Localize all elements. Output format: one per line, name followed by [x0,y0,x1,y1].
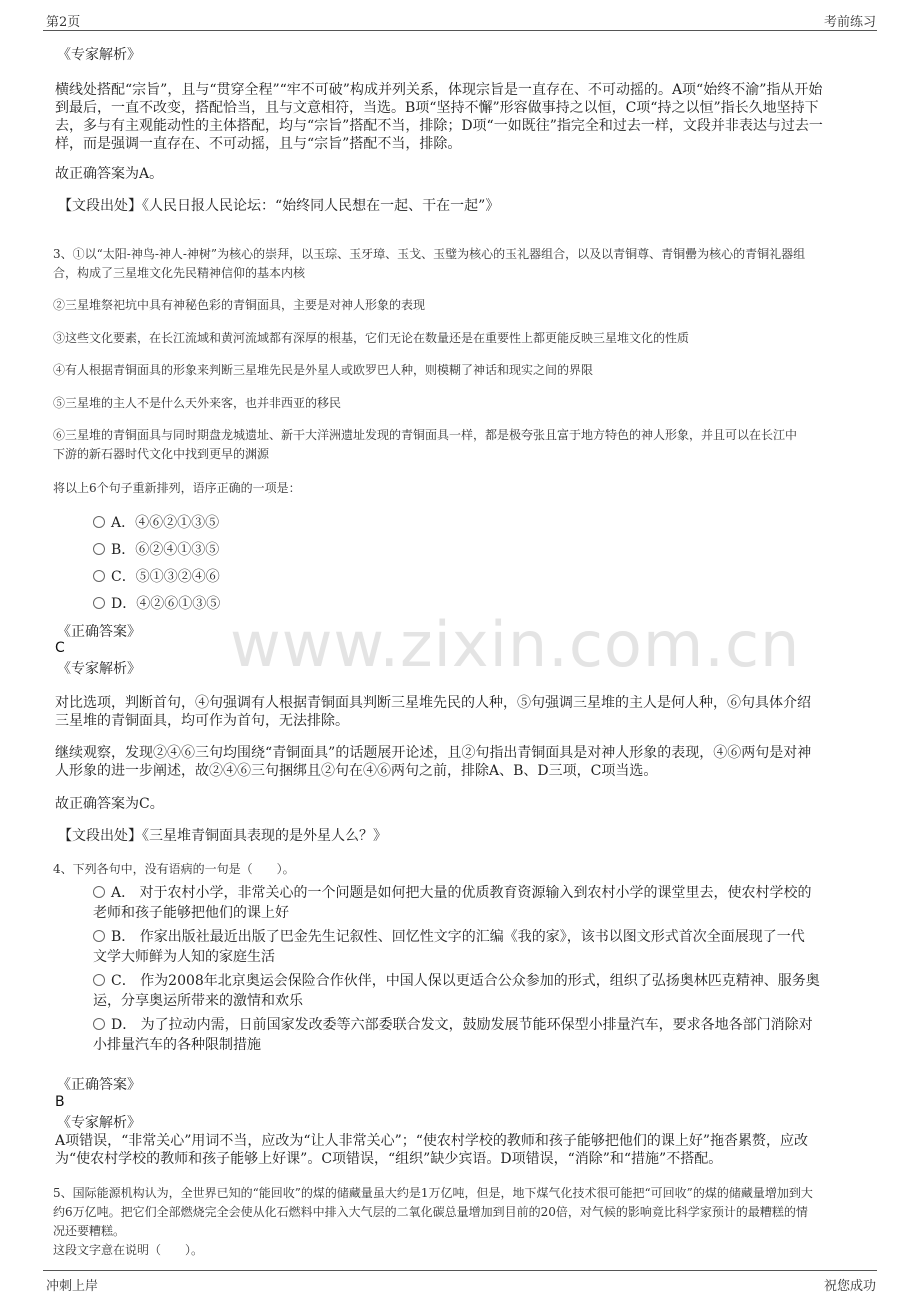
q4-analysis-label: 《专家解析》 [57,1115,141,1131]
q2-analysis-label: 《专家解析》 [57,47,141,63]
text-line: 况还要糟糕。 [53,1224,126,1238]
q4-answer-label: 《正确答案》 [57,1077,141,1093]
q4-option-b[interactable]: B． 作家出版社最近出版了巴金先生记叙性、回忆性文字的汇编《我的家》，该书以图文形式首次全面展现了一代 文学大师鲜为人知的家庭生活 [93,927,873,967]
q2-analysis-text [55,81,875,153]
text-line: 约6万亿吨。把它们全部燃烧完全会使从化石燃料中排入大气层的二氧化碳总量增加到目前的20倍，对气候的影响竟比科学家预计的最糟糕的情 [53,1205,808,1219]
q3-sentence-6 [53,426,883,464]
q3-sentence-5: ⑤三星堆的主人不是什么天外来客，也并非西亚的移民 [53,396,342,410]
q3-option-c[interactable]: C．⑤①③②④⑥ [93,566,220,586]
q3-answer: C [55,640,65,656]
text-line: 为“使农村学校的教师和孩子能够上好课”。C项错误，“组织”缺少宾语。D项错误，“消除”和“措施”不搭配。 [55,1151,723,1167]
radio-icon[interactable] [93,1018,105,1030]
header-title: 考前练习 [823,15,876,30]
footer-left: 冲刺上岸 [46,1279,99,1294]
watermark: www.zixin.com.cn [230,608,801,681]
text-line: 小排量汽车的各种限制措施 [93,1037,261,1053]
text-line: 5、国际能源机构认为，全世界已知的“能回收”的煤的储藏量虽大约是1万亿吨，但是，地下煤气化技术很可能把“可回收”的煤的储藏量增加到大 [53,1186,813,1200]
q3-option-a[interactable]: A．④⑥②①③⑤ [93,512,219,532]
text-line: 文学大师鲜为人知的家庭生活 [93,949,275,965]
text-line: ⑥三星堆的青铜面具与同时期盘龙城遗址、新干大洋洲遗址发现的青铜面具一样，都是极夸张且富于地方特色的神人形象，并且可以在长江中 [53,428,798,442]
text-line: 三星堆的青铜面具，均可作为首句，无法排除。 [55,713,349,729]
text-line: 去，多与有主观能动性的主体搭配，均与“宗旨”搭配不当，排除；D项“一如既往”指完全和过去一样，文段并非表达与过去一 [55,118,823,134]
q3-sentence-4: ④有人根据青铜面具的形象来判断三星堆先民是外星人或欧罗巴人种，则模糊了神话和现实之间的界限 [53,363,594,377]
q5-stem [53,1184,883,1241]
text-line: 3、①以“太阳-神鸟-神人-神树”为核心的崇拜，以玉琮、玉牙璋、玉戈、玉璧为核心的玉礼器组合，以及以青铜尊、青铜罍为核心的青铜礼器组 [53,247,806,261]
q3-analysis-label: 《专家解析》 [57,661,141,677]
text-line: 人形象的进一步阐述，故②④⑥三句捆绑且②句在④⑥两句之前，排除A、B、D三项，C项当选。 [55,763,658,779]
q3-answer-label: 《正确答案》 [57,624,141,640]
q3-sentence-2: ②三星堆祭祀坑中具有神秘色彩的青铜面具，主要是对神人形象的表现 [53,298,426,312]
q2-conclusion: 故正确答案为A。 [55,166,164,182]
q4-stem: 4、下列各句中，没有语病的一句是（ ）。 [53,862,295,876]
text-line: A项错误，“非常关心”用词不当，应改为“让人非常关心”；“使农村学校的教师和孩子能够把他们的课上好”拖沓累赘，应改 [55,1133,809,1149]
text-line: 横线处搭配“宗旨”，且与“贯穿全程”“牢不可破”构成并列关系，体现宗旨是一直存在、不可动摇的。A项“始终不渝”指从开始 [55,82,823,98]
page-number: 第2页 [46,15,81,30]
text-line: 合，构成了三星堆文化先民精神信仰的基本内核 [53,266,306,280]
q5-prompt: 这段文字意在说明（ ）。 [53,1243,204,1257]
q4-option-a[interactable]: A． 对于农村小学，非常关心的一个问题是如何把大量的优质教育资源输入到农村小学的课堂里去，使农村学校的 老师和孩子能够把他们的课上好 [93,883,873,923]
q4-option-c[interactable]: C． 作为2008年北京奥运会保险合作伙伴，中国人保以更适合公众参加的形式，组织了弘扬奥林匹克精神、服务奥 运，分享奥运所带来的激情和欢乐 [93,971,873,1011]
radio-icon[interactable] [93,516,105,528]
q3-stem [53,245,883,283]
text-line: 对比选项，判断首句，④句强调有人根据青铜面具判断三星堆先民的人种，⑤句强调三星堆的主人是何人种，⑥句具体介绍 [55,695,811,711]
page-header [0,0,920,32]
text-line: 到最后，一直不改变，搭配恰当，且与文意相符，当选。B项“坚持不懈”形容做事持之以恒，C项“持之以恒”指长久地坚持下 [55,100,819,116]
text-line: 老师和孩子能够把他们的课上好 [93,905,289,921]
q4-analysis-text [55,1132,875,1168]
radio-icon[interactable] [93,886,105,898]
q2-source: 【文段出处】《人民日报人民论坛：“始终同人民想在一起、干在一起”》 [58,198,500,214]
text-line: 运，分享奥运所带来的激情和欢乐 [93,993,303,1009]
text-line: 下游的新石器时代文化中找到更早的渊源 [53,447,270,461]
radio-icon[interactable] [93,930,105,942]
text-line: 继续观察，发现②④⑥三句均围绕“青铜面具”的话题展开论述，且②句指出青铜面具是对神人形象的表现，④⑥两句是对神 [55,745,812,761]
q4-option-d[interactable]: D． 为了拉动内需，日前国家发改委等六部委联合发文，鼓励发展节能环保型小排量汽车，要求各地各部门消除对 小排量汽车的各种限制措施 [93,1015,873,1055]
radio-icon[interactable] [93,597,105,609]
q3-option-b[interactable]: B．⑥②④①③⑤ [93,539,219,559]
text-line: 样，而是强调一直存在、不可动摇，且与“宗旨”搭配不当，排除。 [55,136,462,152]
radio-icon[interactable] [93,543,105,555]
q3-analysis-para1 [55,694,875,730]
header-divider [43,30,877,31]
radio-icon[interactable] [93,570,105,582]
footer-right: 祝您成功 [823,1279,876,1294]
q4-answer: B [55,1094,65,1110]
q3-sentence-3: ③这些文化要素，在长江流域和黄河流域都有深厚的根基，它们无论在数量还是在重要性上都更能反映三星堆文化的性质 [53,331,690,345]
q3-source: 【文段出处】《三星堆青铜面具表现的是外星人么？》 [58,828,387,844]
footer-divider [43,1270,877,1271]
q3-option-d[interactable]: D．④②⑥①③⑤ [93,593,220,613]
q3-analysis-para2 [55,744,875,780]
q3-prompt: 将以上6个句子重新排列，语序正确的一项是： [53,481,301,495]
radio-icon[interactable] [93,974,105,986]
q3-conclusion: 故正确答案为C。 [55,796,164,812]
